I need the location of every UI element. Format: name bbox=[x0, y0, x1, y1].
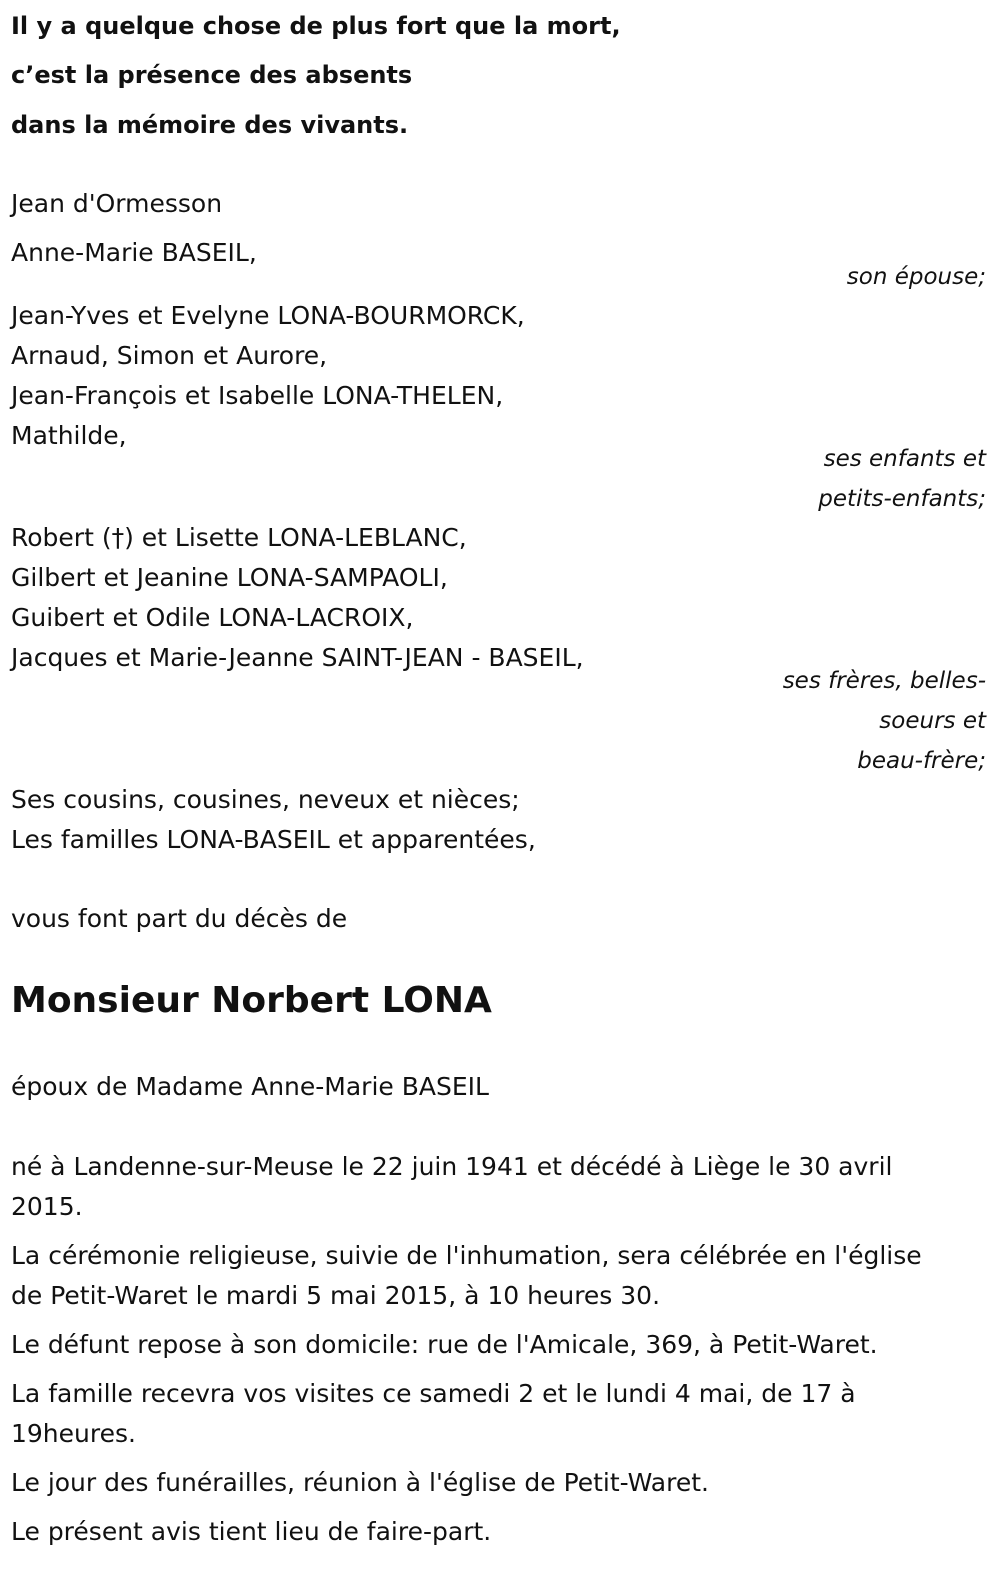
quote-line: Il y a quelque chose de plus fort que la mort, bbox=[11, 12, 621, 40]
relation-label: ses enfants et bbox=[823, 446, 986, 472]
family-member-line: Mathilde, bbox=[11, 421, 127, 450]
family-member-line: Guibert et Odile LONA-LACROIX, bbox=[11, 603, 414, 632]
notice-line: Le présent avis tient lieu de faire-part. bbox=[11, 1517, 492, 1546]
family-member-line: Jacques et Marie-Jeanne SAINT-JEAN - BASEIL, bbox=[11, 643, 584, 672]
quote-line: c’est la présence des absents bbox=[11, 61, 413, 89]
family-member-line: Robert (†) et Lisette LONA-LEBLANC, bbox=[11, 523, 467, 552]
birth-death-line: né à Landenne-sur-Meuse le 22 juin 1941 et décédé à Liège le 30 avril bbox=[11, 1152, 893, 1181]
announcement-text: vous font part du décès de bbox=[11, 904, 348, 933]
birth-death-line: 2015. bbox=[11, 1192, 83, 1221]
family-member-line: Jean-François et Isabelle LONA-THELEN, bbox=[11, 381, 504, 410]
deceased-spouse-line: époux de Madame Anne-Marie BASEIL bbox=[11, 1072, 489, 1101]
ceremony-line: La cérémonie religieuse, suivie de l'inhumation, sera célébrée en l'église bbox=[11, 1241, 922, 1270]
family-member-line: Les familles LONA-BASEIL et apparentées, bbox=[11, 825, 536, 854]
relation-label: soeurs et bbox=[879, 708, 986, 734]
quote-line: dans la mémoire des vivants. bbox=[11, 111, 409, 139]
relation-label: son épouse; bbox=[846, 264, 986, 290]
family-member-line: Jean-Yves et Evelyne LONA-BOURMORCK, bbox=[11, 301, 525, 330]
relation-label: beau-frère; bbox=[857, 748, 986, 774]
visits-line: La famille recevra vos visites ce samedi 2 et le lundi 4 mai, de 17 à bbox=[11, 1379, 856, 1408]
family-member-line: Ses cousins, cousines, neveux et nièces; bbox=[11, 785, 520, 814]
family-member-line: Arnaud, Simon et Aurore, bbox=[11, 341, 328, 370]
funeral-day-line: Le jour des funérailles, réunion à l'église de Petit-Waret. bbox=[11, 1468, 709, 1497]
relation-label: ses frères, belles- bbox=[782, 668, 986, 694]
deceased-name: Monsieur Norbert LONA bbox=[11, 980, 492, 1021]
relation-label: petits-enfants; bbox=[818, 486, 986, 512]
family-member-line: Gilbert et Jeanine LONA-SAMPAOLI, bbox=[11, 563, 448, 592]
repose-line: Le défunt repose à son domicile: rue de l'Amicale, 369, à Petit-Waret. bbox=[11, 1330, 878, 1359]
quote-author: Jean d'Ormesson bbox=[11, 189, 223, 218]
ceremony-line: de Petit-Waret le mardi 5 mai 2015, à 10 heures 30. bbox=[11, 1281, 661, 1310]
visits-line: 19heures. bbox=[11, 1419, 136, 1448]
family-member-line: Anne-Marie BASEIL, bbox=[11, 238, 257, 267]
